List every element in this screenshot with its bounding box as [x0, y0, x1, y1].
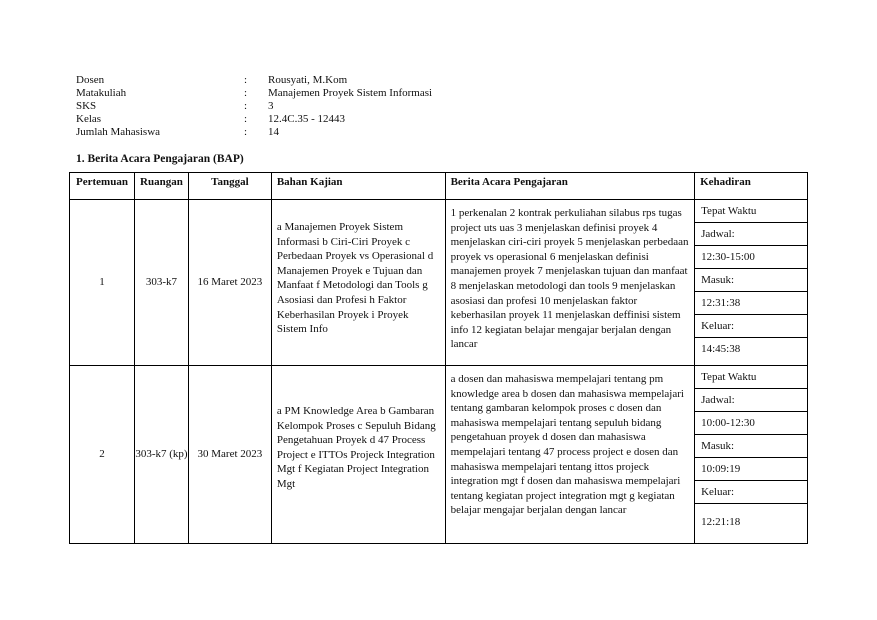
kehadiran-value: 14:45:38	[701, 342, 741, 355]
cell-bahan-kajian: a Manajemen Proyek Sistem Informasi b Ciri-Ciri Proyek c Perbedaan Proyek vs Operasional d Manajemen Proyek e Tujuan dan Manfaat f Metodologi dan Tools g Asosiasi dan Profesi h Faktor Keberhasilan Proyek i Proyek Sistem Info	[271, 200, 445, 366]
cell-berita-acara: a dosen dan mahasiswa mempelajari tentang pm knowledge area b dosen dan mahasiswa mempelajari tentang gambaran kelompok proses c dosen dan mahasiswa mempelajari tentang sepuluh bidang pengetahuan proyek d dosen dan mahasiswa mempelajari tentang 47 process project e dosen dan mahasiswa mempelajari tentang ittos projeck integration mgt f dosen dan mahasiswa mempelajari tentang kegiatan project integration mgt g kegiatan belajar mengajar berjalan dengan lancar	[445, 366, 695, 544]
kehadiran-label: Jadwal:	[695, 223, 807, 246]
header-pertemuan: Pertemuan	[70, 173, 135, 200]
header-tanggal: Tanggal	[188, 173, 271, 200]
kehadiran-value: 10:09:19	[695, 458, 807, 481]
header-berita-acara: Berita Acara Pengajaran	[445, 173, 695, 200]
header-kehadiran: Kehadiran	[695, 173, 808, 200]
kehadiran-value: 12:31:38	[695, 292, 807, 315]
info-row-matakuliah: Matakuliah : Manajemen Proyek Sistem Informasi	[76, 87, 433, 99]
info-label: Jumlah Mahasiswa	[76, 126, 161, 138]
kehadiran-label: Jadwal:	[695, 389, 807, 412]
info-label: SKS	[76, 100, 97, 112]
info-value: 14	[268, 126, 279, 138]
kehadiran-value: 12:21:18	[701, 515, 741, 528]
header-ruangan: Ruangan	[134, 173, 188, 200]
cell-ruangan: 303-k7	[134, 200, 188, 366]
cell-bahan-kajian: a PM Knowledge Area b Gambaran Kelompok Proses c Sepuluh Bidang Pengetahuan Proyek d 47 Process Project e ITTOs Projeck Integration Mgt f Kegiatan Project Integration Mgt	[271, 366, 445, 544]
info-value: 3	[268, 100, 274, 112]
cell-tanggal: 30 Maret 2023	[188, 366, 271, 544]
section-title: 1. Berita Acara Pengajaran (BAP)	[76, 153, 244, 165]
info-value: 12.4C.35 - 12443	[268, 113, 345, 125]
info-row-sks: SKS : 3	[76, 100, 274, 112]
cell-tanggal: 16 Maret 2023	[188, 200, 271, 366]
table-row	[70, 366, 808, 544]
info-value: Manajemen Proyek Sistem Informasi	[268, 87, 433, 99]
info-row-dosen: Dosen : Rousyati, M.Kom	[76, 74, 348, 86]
kehadiran-label: Masuk:	[695, 435, 807, 458]
cell-ruangan: 303-k7 (kp)	[134, 366, 188, 544]
info-value: Rousyati, M.Kom	[268, 74, 348, 86]
info-row-kelas: Kelas : 12.4C.35 - 12443	[76, 113, 345, 125]
kehadiran-label: Keluar:	[695, 481, 807, 504]
kehadiran-label: Keluar:	[695, 315, 807, 338]
info-label: Matakuliah	[76, 87, 127, 99]
kehadiran-value: 12:30-15:00	[695, 246, 807, 269]
header-bahan-kajian: Bahan Kajian	[271, 173, 445, 200]
kehadiran-status: Tepat Waktu	[695, 200, 807, 223]
table-header-row	[70, 173, 808, 200]
info-label: Dosen	[76, 74, 105, 86]
cell-berita-acara: 1 perkenalan 2 kontrak perkuliahan silabus rps tugas project uts uas 3 menjelaskan definisi proyek 4 menjelaskan ciri-ciri proyek 5 menjelaskan perbedaan proyek vs operasional 6 menjelaskan definisi manajemen proyek 7 menjelaskan tujuan dan manfaat 8 menjelaskan metodologi dan tools 9 menjelaskan asosiasi dan profesi 10 menjelaskan faktor keberhasilan proyek 11 menjelaskan deffinisi sistem info 12 kegiatan belajar mengajar berjalan dengan lancar	[445, 200, 695, 366]
kehadiran-status: Tepat Waktu	[695, 366, 807, 389]
table-row	[70, 200, 808, 366]
course-info	[76, 74, 432, 139]
cell-kehadiran	[695, 366, 808, 544]
cell-pertemuan: 2	[70, 366, 135, 544]
cell-pertemuan: 1	[70, 200, 135, 366]
info-row-jumlah-mahasiswa: Jumlah Mahasiswa : 14	[76, 126, 279, 138]
kehadiran-label: Masuk:	[695, 269, 807, 292]
kehadiran-value: 10:00-12:30	[695, 412, 807, 435]
bap-table	[69, 172, 808, 544]
info-label: Kelas	[76, 113, 102, 125]
cell-kehadiran	[695, 200, 808, 366]
